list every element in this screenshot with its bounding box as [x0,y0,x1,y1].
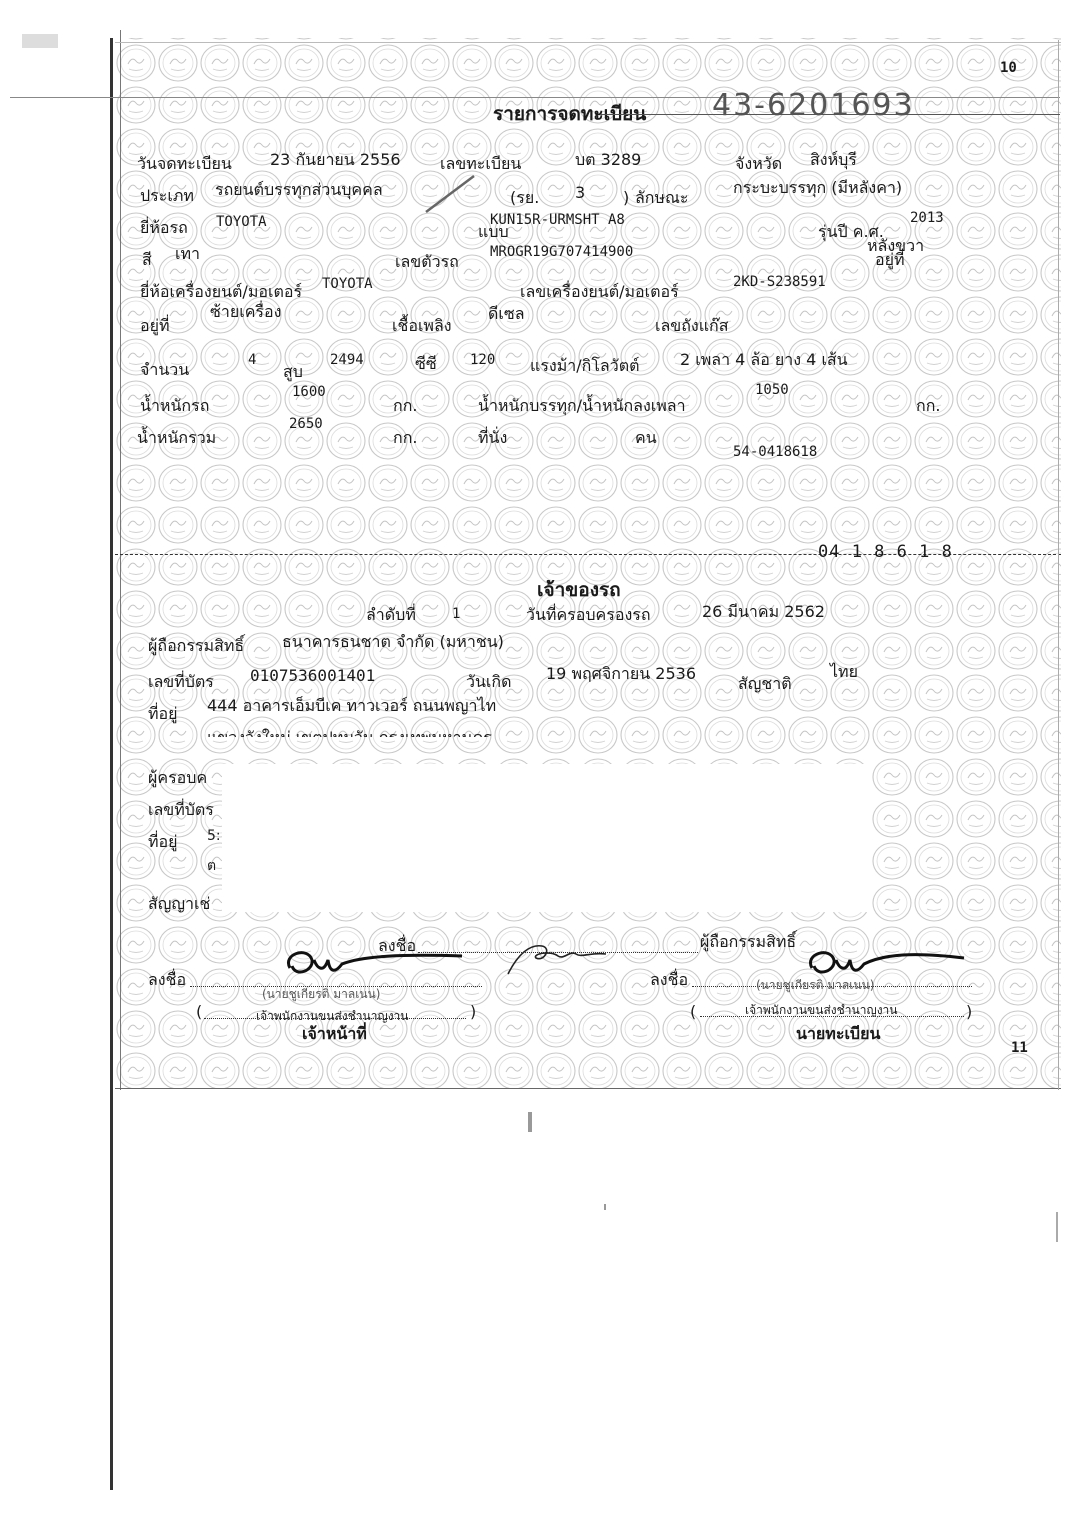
engine-number-label: เลขเครื่องยนต์/มอเตอร์ [520,282,679,301]
gross-weight-unit: กก. [393,428,418,447]
weight-value: 1600 [292,384,326,400]
paren-close-right: ) [966,1002,973,1021]
redacted-area [222,764,870,912]
handwritten-reference-number: 43-6201693 [712,88,915,123]
signature-left [278,938,468,988]
chassis-label: เลขตัวรถ [395,252,459,271]
engine-location-label: อยู่ที่ [140,316,170,335]
weight-unit: กก. [393,396,418,415]
paren-open-left: ( [196,1002,203,1021]
bottom-page-edge [115,1088,1061,1089]
horsepower-label: แรงม้า/กิโลวัตต์ [530,356,640,375]
type-code-close: ) [623,188,630,207]
left-binding-edge [110,38,113,1490]
axles-value: 2 เพลา 4 ล้อ ยาง 4 เส้น [680,350,848,369]
possession-date-label: วันที่ครอบครองรถ [526,605,651,624]
year-value: 2013 [910,210,944,226]
fuel-value: ดีเซล [488,304,525,323]
brand-label: ยี่ห้อรถ [140,218,188,237]
sign-label-holder: ลงชื่อ [378,936,417,955]
possessor-label: ผู้ครอบค [148,768,208,787]
cc-value: 2494 [330,352,364,368]
sign-label-left: ลงชื่อ [148,970,187,989]
address-line-1: 444 อาคารเอ็มบีเค ทาวเวอร์ ถนนพญาไท [207,696,497,715]
registration-heading: รายการจดทะเบียน [493,103,647,125]
officer-title-right: เจ้าพนักงานขนส่งชำนาญงาน [745,1003,898,1017]
style-label: ลักษณะ [635,188,689,207]
dob-value: 19 พฤศจิกายน 2536 [546,664,696,683]
top-border-line [115,42,1061,43]
reg-date-label: วันจดทะเบียน [137,154,232,173]
gas-tank-label: เลขถังแก๊ส [655,316,729,335]
id-label: เลขที่บัตร [148,672,214,691]
weight-label: น้ำหนักรถ [140,396,210,415]
officer-name-left: (นายชูเกียรติ มาลเนน) [262,987,381,1001]
reg-date-value: 23 กันยายน 2556 [270,150,401,169]
paren-open-right: ( [690,1002,697,1021]
model-label: แบบ [478,222,509,241]
plate-value: บต 3289 [575,150,642,169]
color-label: สี [142,250,152,269]
heading-strike-line [600,114,1060,115]
owner-heading: เจ้าของรถ [537,579,621,601]
seats-unit: คน [635,428,657,447]
left-binding-edge-inner [120,30,121,1090]
signature-center [500,930,620,980]
signature-right [800,938,970,988]
plate-label: เลขทะเบียน [440,154,522,173]
page-number-bottom: 11 [1011,1040,1028,1056]
partial-number-at-fold: 04 1 8 6 1 8 [818,542,953,562]
type-label: ประเภท [140,186,194,205]
address4-fragment: ต [207,858,217,874]
horsepower-value: 120 [470,352,496,368]
id-value: 0107536001401 [250,666,376,685]
year-label: รุ่นปี ค.ศ. [818,222,884,241]
contract-label: สัญญาเช่ [148,894,211,913]
type-code-value: 3 [575,183,586,202]
sequence-label: ลำดับที่ [366,605,416,624]
nationality-value: ไทย [830,662,858,681]
address3-fragment: 5: [207,828,221,844]
cylinders-value: 4 [248,352,257,368]
holder-label: ผู้ถือกรรมสิทธิ์ [148,636,245,655]
paren-close-left: ) [470,1002,477,1021]
address-label: ที่อยู่ [148,704,178,723]
sign-label-right: ลงชื่อ [650,970,689,989]
type-value: รถยนต์บรรทุกส่วนบุคคล [215,180,383,199]
load-label: น้ำหนักบรรทุก/น้ำหนักลงเพลา [478,396,686,415]
seats-label: ที่นั่ง [478,428,508,447]
engine-brand-value: TOYOTA [322,276,373,292]
scan-noise-corner [22,34,58,48]
extra-number: 54-0418618 [733,444,818,460]
engine-number-value: 2KD-S238591 [733,274,826,290]
officer-name-right: (นายชูเกียรติ มาลเนน) [756,978,875,992]
sequence-value: 1 [452,606,461,622]
officer-title-left: เจ้าพนักงานขนส่งชำนาญงาน [256,1009,409,1023]
possession-date-value: 26 มีนาคม 2562 [702,602,825,621]
engine-brand-label: ยี่ห้อเครื่องยนต์/มอเตอร์ [140,282,303,301]
page-number-top: 10 [1000,60,1017,76]
fuel-label: เชื้อเพลิง [392,316,452,335]
load-unit: กก. [916,396,941,415]
dob-label: วันเกิด [466,672,512,691]
province-value: สิงห์บุรี [810,150,857,169]
holder-value: ธนาคารธนชาต จำกัด (มหาชน) [282,632,504,651]
id2-label: เลขที่บัตร [148,800,214,819]
brand-value: TOYOTA [216,214,267,230]
officer-title-line-right [700,1016,964,1017]
engine-location-value: ซ้ายเครื่อง [210,302,282,321]
chassis-location-value: หลังขวา [867,236,925,255]
officer-title-line-left [204,1018,466,1019]
pen-stroke-mark [422,172,478,216]
registrar-role: นายทะเบียน [796,1024,881,1043]
gross-weight-label: น้ำหนักรวม [137,428,217,447]
scan-speck [604,1204,606,1210]
model-value: KUN15R-URMSHT A8 [490,212,625,228]
type-code-open: (รย. [510,188,540,207]
scan-speck [528,1112,532,1132]
chassis-location-label: อยู่ที่ [875,250,905,269]
style-value: กระบะบรรทุก (มีหลังคา) [733,178,903,197]
province-label: จังหวัด [735,154,783,173]
cylinders-label: สูบ [283,362,303,381]
holder-sign-label: ผู้ถือกรรมสิทธิ์ [700,932,797,951]
gross-weight-value: 2650 [289,416,323,432]
color-value: เทา [175,244,200,263]
cc-label: ซีซี [415,354,437,373]
scan-speck [1056,1212,1058,1242]
officer-role: เจ้าหน้าที่ [302,1024,367,1043]
count-label: จำนวน [140,360,190,379]
right-page-edge [1058,40,1059,1090]
nationality-label: สัญชาติ [738,674,792,693]
load-value: 1050 [755,382,789,398]
chassis-value: MROGR19G707414900 [490,244,634,260]
address3-label: ที่อยู่ [148,832,178,851]
